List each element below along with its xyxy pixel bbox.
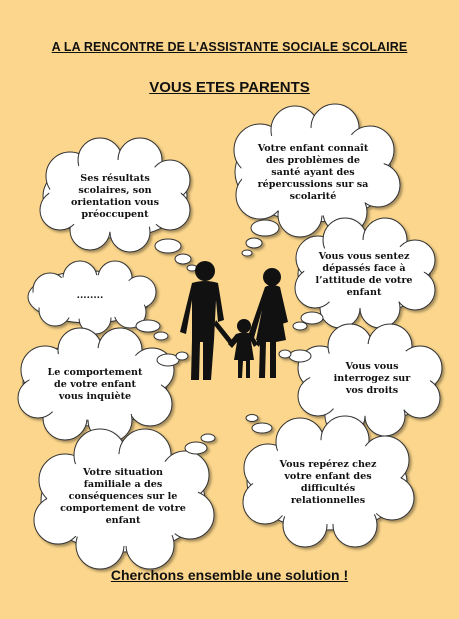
page-title: A LA RENCONTRE DE L’ASSISTANTE SOCIALE SCOLAIRE — [51, 40, 408, 54]
bubble-text-resultats: Ses résultats scolaires, son orientation vous préoccupent — [71, 173, 159, 220]
bubble-text-comportement: Le comportement de votre enfant vous inquiète — [47, 367, 143, 402]
bubble-text-sante: Votre enfant connaît des problèmes de santé ayant des répercussions sur sa scolarité — [257, 143, 369, 202]
footer-slogan: Cherchons ensemble une solution ! — [110, 567, 349, 583]
bubble-text-familiale: Votre situation familiale a des conséquences sur le comportement de votre enfant — [60, 467, 186, 526]
bubble-text-depasses: Vous vous sentez dépassés face à l’attitude de votre enfant — [315, 251, 413, 298]
page-subtitle: VOUS ETES PARENTS — [149, 79, 310, 96]
bubble-text-autre: ........ — [76, 290, 104, 301]
bubble-text-droits: Vous vous interrogez sur vos droits — [333, 361, 411, 396]
family-silhouette — [180, 261, 288, 380]
bubble-text-relationnelles: Vous repérez chez votre enfant des difficultés relationnelles — [279, 459, 377, 506]
